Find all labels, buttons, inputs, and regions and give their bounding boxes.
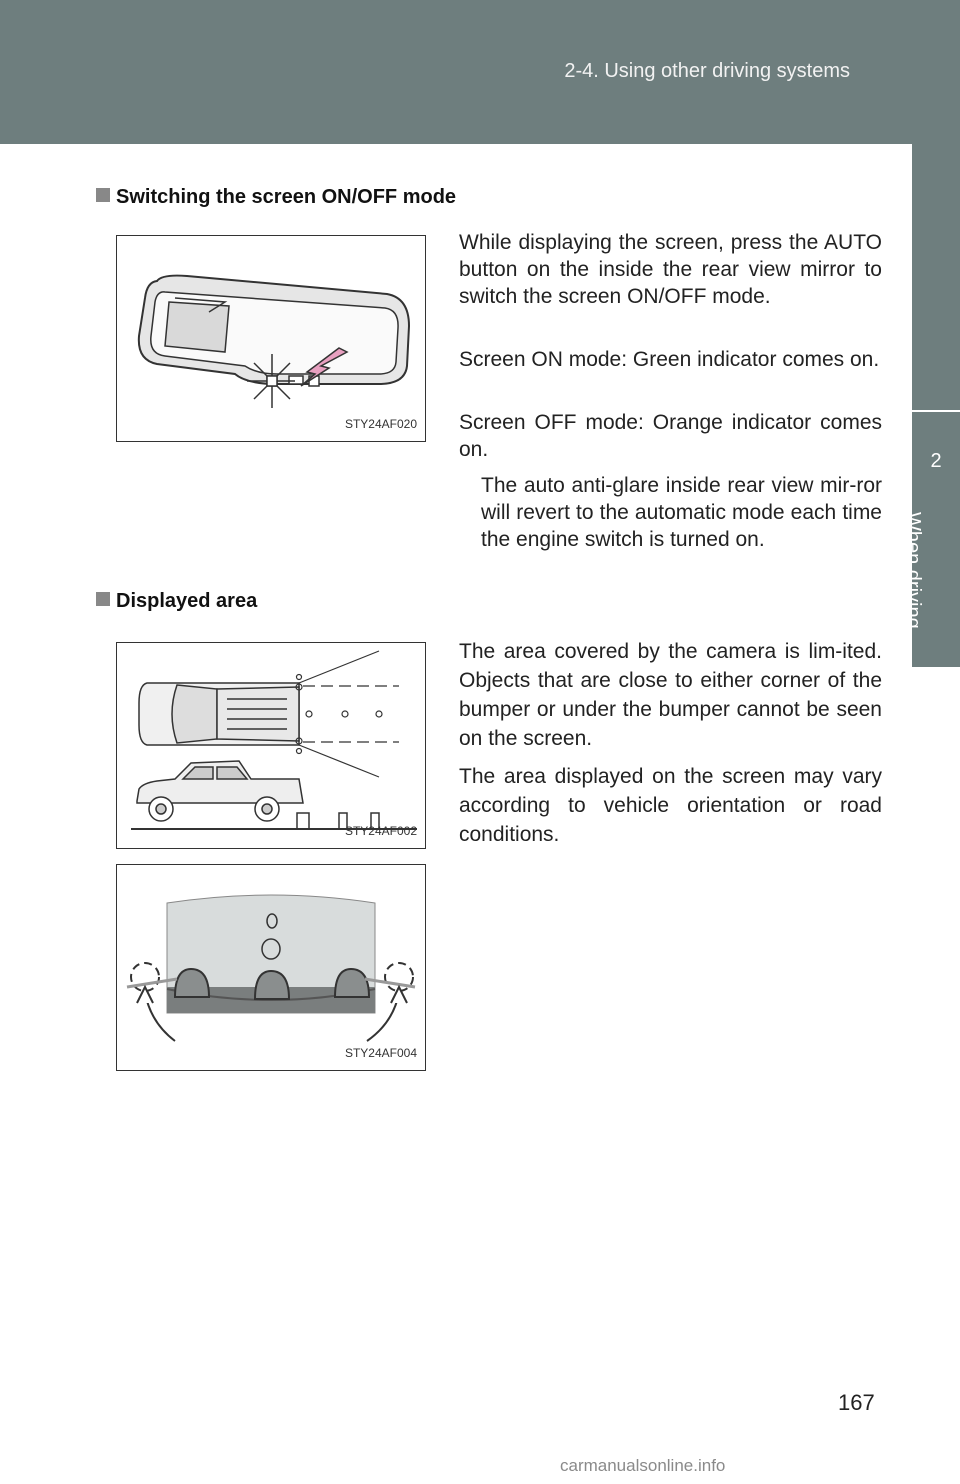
header-title: 2-4. Using other driving systems — [564, 60, 850, 82]
paragraph-screen-off: Screen OFF mode: Orange indicator comes on. — [459, 411, 882, 461]
chapter-tab-top — [912, 0, 960, 410]
figure-code: STY24AF002 — [344, 824, 417, 838]
section-heading-text: Displayed area — [116, 590, 258, 612]
figure-truck-coverage — [116, 642, 426, 849]
section-heading-text: Switching the screen ON/OFF mode — [116, 186, 457, 208]
truck-side-view-illustration — [137, 761, 303, 821]
figure-code: STY24AF020 — [344, 417, 417, 431]
bullet-square-icon — [96, 592, 110, 606]
bullet-square-icon — [96, 188, 110, 202]
paragraph-area-varies: The area displayed on the screen may vary according to vehicle orientation or road conditions. — [459, 765, 882, 846]
chapter-label-wrap — [902, 512, 960, 667]
chapter-tab — [902, 0, 960, 1484]
paragraph-screen-on: Screen ON mode: Green indicator comes on. — [459, 348, 880, 371]
rear-view-mirror-illustration — [117, 236, 425, 441]
paragraph-press-auto: While displaying the screen, press the AUTO button on the inside the rear view mirror to switch the screen ON/OFF mode. — [459, 231, 882, 308]
note-auto-anti-glare: The auto anti-glare inside rear view mir-ror will revert to the automatic mode each time the engine switch is turned on. — [481, 474, 882, 551]
page-header — [0, 0, 912, 144]
section-heading-screen-mode — [96, 186, 456, 209]
page-number: 167 — [838, 1390, 875, 1415]
paragraph-area-limited: The area covered by the camera is lim-ited. Objects that are close to either corner of the bumper or under the bumper cannot be seen on the screen. — [459, 640, 882, 750]
truck-top-view-illustration — [117, 643, 425, 848]
figure-code: STY24AF004 — [344, 1046, 417, 1060]
figure-rear-view-mirror — [116, 235, 426, 442]
camera-screen-illustration — [117, 865, 425, 1070]
chapter-label: When driving — [902, 512, 924, 629]
figure-camera-screen — [116, 864, 426, 1071]
chapter-number: 2 — [930, 450, 942, 472]
section-heading-displayed-area — [96, 590, 257, 613]
watermark: carmanualsonline.info — [560, 1456, 726, 1475]
